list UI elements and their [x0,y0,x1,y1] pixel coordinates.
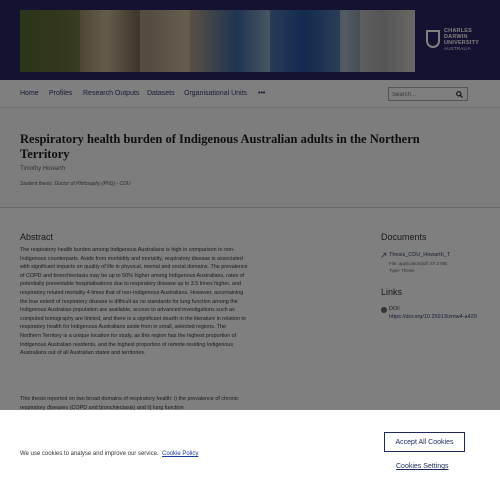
accept-all-cookies-button[interactable]: Accept All Cookies [384,432,465,452]
cookie-message: We use cookies to analyse and improve our service. [20,451,159,457]
cookie-policy-link[interactable]: Cookie Policy [162,451,199,457]
cookies-settings-link[interactable]: Cookies Settings [396,463,449,470]
